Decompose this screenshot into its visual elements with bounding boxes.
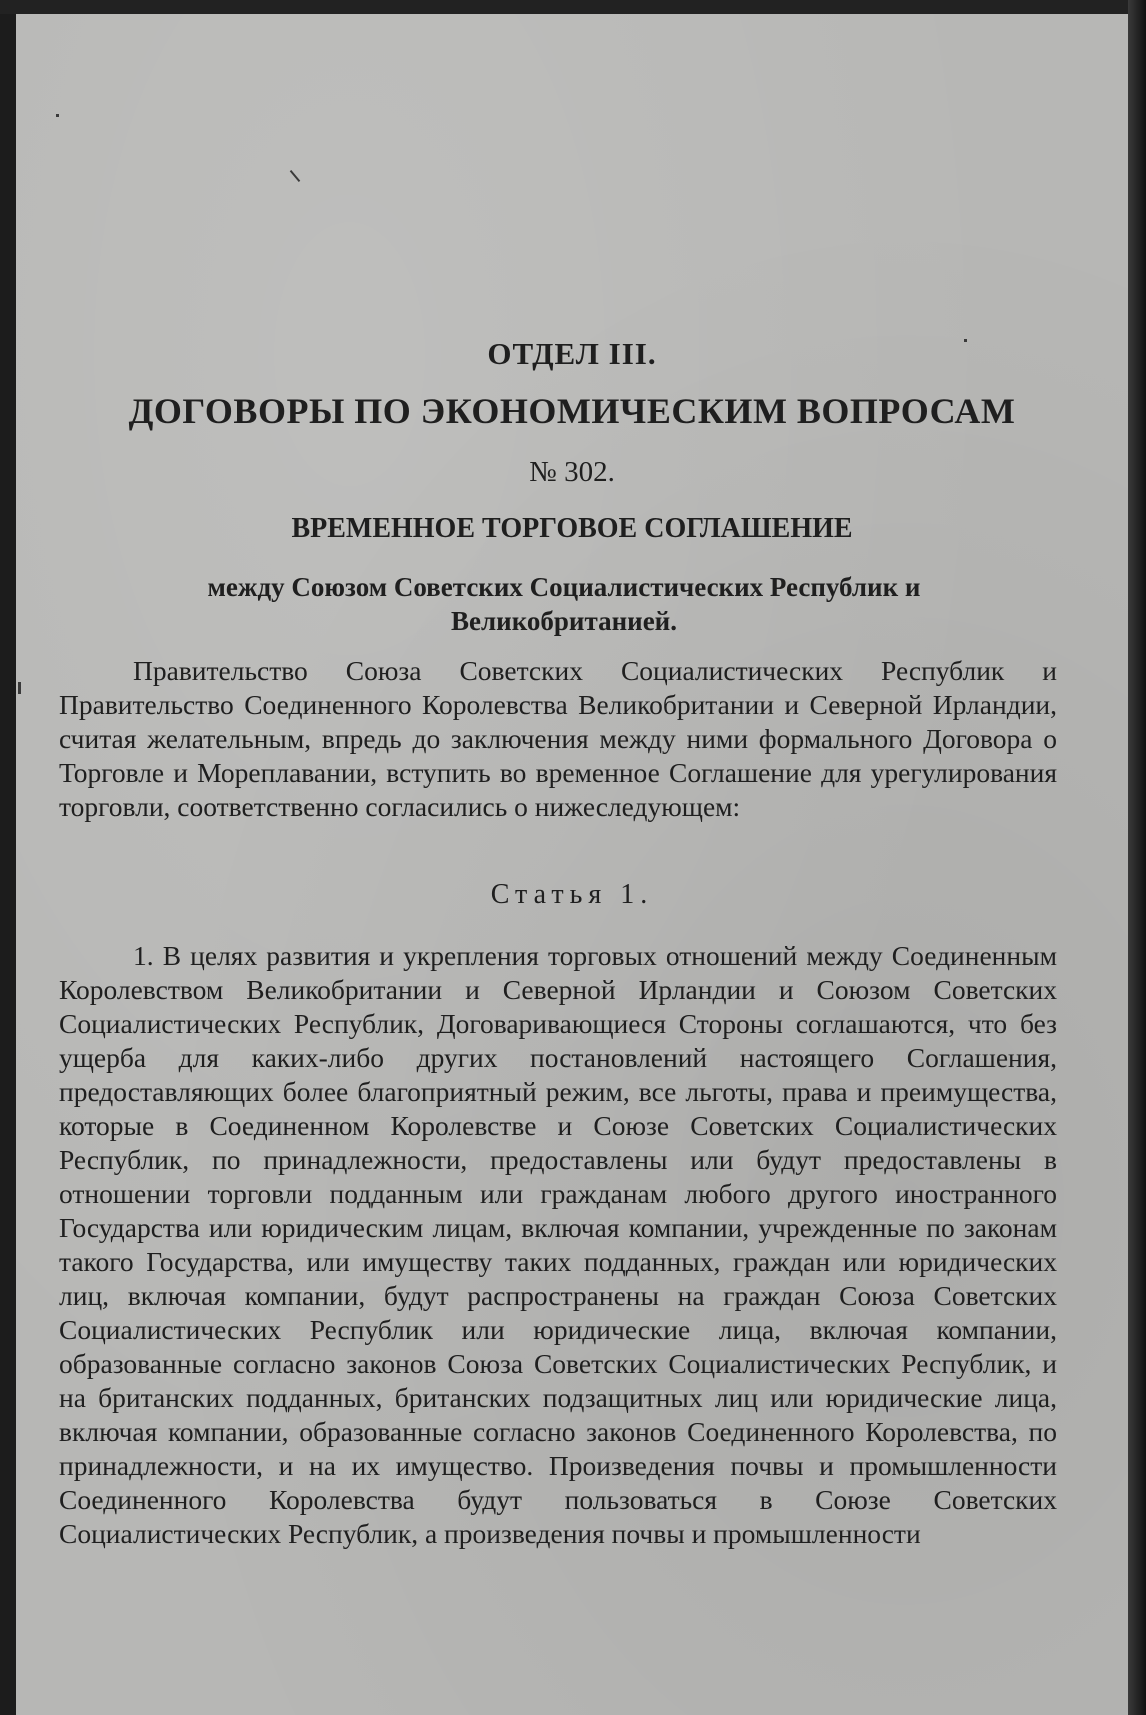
document-page xyxy=(16,14,1128,1715)
scan-top-edge xyxy=(0,0,1146,14)
scan-mark xyxy=(18,682,21,694)
parties-line: между Союзом Советских Социалистических Республик и Великобританией. xyxy=(207,572,921,636)
article-1-paragraph: 1. В целях развития и укрепления торговых отношений между Соединенным Королевством Великобритании и Северной Ирландии и Союзом Советских Социалистических Республик, Договаривающиеся Стороны соглашаются, что без ущерба для каких-либо других постановлений настоящего Соглашения, предоставляющих более благоприятный режим, все льготы, права и преимущества, которые в Соединенном Королевстве и Союзе Советских Социалистических Республик, по принадлежности, предоставлены или будут предоставлены в отношении торговли подданным или гражданам любого другого иностранного Государства или юридическим лицам, включая компании, учрежденные по законам такого Государства, или имуществу таких подданных, граждан или юридических лиц, включая компании, будут распространены на граждан Союза Советских Социалистических Республик или юридические лица, включая компании, образованные согласно законов Союза Советских Социалистических Республик, и на британских подданных, британских подзащитных лиц или юридические лица, включая компании, образованные согласно законов Соединенного Королевства, по принадлежности, и на их имущество. Произведения почвы и промышленности Соединенного Королевства будут пользоваться в Союзе Советских Социалистических Республик, а произведения почвы и промышленности xyxy=(59,940,1057,1549)
section-heading: ОТДЕЛ III. xyxy=(487,336,657,371)
document-number: № 302. xyxy=(529,456,615,488)
preamble-paragraph: Правительство Союза Советских Социалистических Республик и Правительство Соединенного Королевства Великобритании и Северной Ирландии, считая желательным, впредь до заключения между ними формального Договора о Торговле и Мореплавании, вступить во временное Соглашение для урегулирования торговли, соответственно согласились о нижеследующем: xyxy=(59,655,1057,822)
scan-mark xyxy=(290,170,301,182)
section-title: ДОГОВОРЫ ПО ЭКОНОМИЧЕСКИМ ВОПРОСАМ xyxy=(128,391,1016,431)
scan-right-edge xyxy=(1128,0,1146,1715)
scan-mark xyxy=(56,114,59,117)
document-title: ВРЕМЕННОЕ ТОРГОВОЕ СОГЛАШЕНИЕ xyxy=(291,513,853,544)
article-heading: Статья 1. xyxy=(490,879,654,910)
